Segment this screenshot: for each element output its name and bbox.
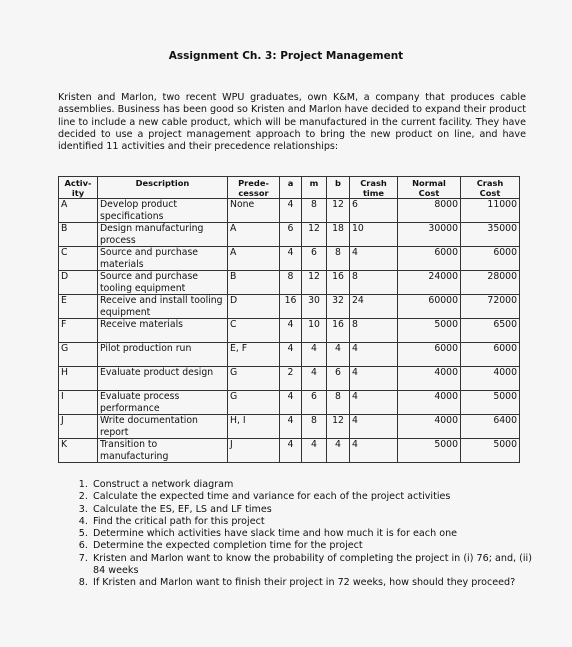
a-cell: 4	[280, 319, 302, 343]
crash-time-cell: 8	[350, 271, 398, 295]
activity-cell: G	[59, 343, 98, 367]
crash-cost-cell: 6400	[461, 415, 520, 439]
normal-cost-cell: 30000	[398, 223, 461, 247]
m-cell: 12	[302, 271, 327, 295]
m-cell: 12	[302, 223, 327, 247]
intro-paragraph: Kristen and Marlon, two recent WPU graduates, own K&M, a company that produces cable assemblies. Business has been good so Kristen and Marlon have decided to expand their product line to include a new cable product, which will be manufactured in the current facility. They have decided to use a project management approach to bring the new product on line, and have identified 11 activities and their precedence relationships:	[58, 92, 526, 153]
header-m: m	[302, 177, 327, 199]
crash-time-cell: 4	[350, 391, 398, 415]
header-activity: Activ- ity	[59, 177, 98, 199]
activity-cell: B	[59, 223, 98, 247]
table-row	[59, 319, 520, 343]
a-cell: 4	[280, 391, 302, 415]
crash-cost-cell: 6000	[461, 247, 520, 271]
normal-cost-cell: 4000	[398, 391, 461, 415]
table-header-row	[59, 177, 520, 199]
b-cell: 18	[327, 223, 350, 247]
b-cell: 16	[327, 271, 350, 295]
crash-time-cell: 4	[350, 415, 398, 439]
table-row	[59, 415, 520, 439]
b-cell: 12	[327, 199, 350, 223]
m-cell: 6	[302, 391, 327, 415]
table-row	[59, 199, 520, 223]
crash-time-cell: 24	[350, 295, 398, 319]
m-cell: 8	[302, 199, 327, 223]
activity-cell: E	[59, 295, 98, 319]
normal-cost-cell: 5000	[398, 439, 461, 463]
activity-cell: J	[59, 415, 98, 439]
predecessor-cell: G	[228, 367, 280, 391]
description-cell: Design manufacturing process	[98, 223, 228, 247]
predecessor-cell: E, F	[228, 343, 280, 367]
question-item: 6. Determine the expected completion time for the project	[91, 540, 541, 552]
question-item: 7. Kristen and Marlon want to know the probability of completing the project in (i) 76; and, (ii) 84 weeks	[91, 553, 541, 578]
question-item: 4. Find the critical path for this project	[91, 516, 541, 528]
crash-cost-cell: 35000	[461, 223, 520, 247]
header-description: Description	[98, 177, 228, 199]
b-cell: 8	[327, 247, 350, 271]
activity-cell: A	[59, 199, 98, 223]
question-item: 3. Calculate the ES, EF, LS and LF times	[91, 504, 541, 516]
description-cell: Evaluate product design	[98, 367, 228, 391]
description-cell: Source and purchase tooling equipment	[98, 271, 228, 295]
activity-cell: D	[59, 271, 98, 295]
activity-cell: K	[59, 439, 98, 463]
a-cell: 2	[280, 367, 302, 391]
crash-cost-cell: 72000	[461, 295, 520, 319]
activity-cell: H	[59, 367, 98, 391]
description-cell: Receive and install tooling equipment	[98, 295, 228, 319]
table-row	[59, 343, 520, 367]
crash-time-cell: 10	[350, 223, 398, 247]
table-row	[59, 367, 520, 391]
crash-time-cell: 4	[350, 439, 398, 463]
question-list	[75, 479, 541, 590]
crash-cost-cell: 6000	[461, 343, 520, 367]
header-predecessor: Prede- cessor	[228, 177, 280, 199]
description-cell: Write documentation report	[98, 415, 228, 439]
b-cell: 4	[327, 343, 350, 367]
normal-cost-cell: 6000	[398, 247, 461, 271]
question-item: 5. Determine which activities have slack time and how much it is for each one	[91, 528, 541, 540]
predecessor-cell: G	[228, 391, 280, 415]
a-cell: 4	[280, 439, 302, 463]
crash-cost-cell: 4000	[461, 367, 520, 391]
crash-time-cell: 6	[350, 199, 398, 223]
a-cell: 4	[280, 247, 302, 271]
description-cell: Transition to manufacturing	[98, 439, 228, 463]
m-cell: 4	[302, 439, 327, 463]
activity-cell: F	[59, 319, 98, 343]
description-cell: Source and purchase materials	[98, 247, 228, 271]
a-cell: 8	[280, 271, 302, 295]
predecessor-cell: D	[228, 295, 280, 319]
header-b: b	[327, 177, 350, 199]
predecessor-cell: A	[228, 223, 280, 247]
predecessor-cell: C	[228, 319, 280, 343]
description-cell: Develop product specifications	[98, 199, 228, 223]
normal-cost-cell: 4000	[398, 367, 461, 391]
crash-cost-cell: 28000	[461, 271, 520, 295]
crash-time-cell: 4	[350, 247, 398, 271]
activity-rows	[59, 199, 520, 463]
a-cell: 4	[280, 415, 302, 439]
activity-cell: I	[59, 391, 98, 415]
crash-cost-cell: 5000	[461, 391, 520, 415]
m-cell: 8	[302, 415, 327, 439]
header-normal-cost: Normal Cost	[398, 177, 461, 199]
table-row	[59, 295, 520, 319]
crash-cost-cell: 11000	[461, 199, 520, 223]
predecessor-cell: A	[228, 247, 280, 271]
activity-cell: C	[59, 247, 98, 271]
crash-time-cell: 8	[350, 319, 398, 343]
b-cell: 8	[327, 391, 350, 415]
predecessor-cell: B	[228, 271, 280, 295]
m-cell: 4	[302, 367, 327, 391]
a-cell: 16	[280, 295, 302, 319]
question-item: 8. If Kristen and Marlon want to finish their project in 72 weeks, how should they proceed?	[91, 577, 541, 589]
m-cell: 4	[302, 343, 327, 367]
description-cell: Pilot production run	[98, 343, 228, 367]
m-cell: 10	[302, 319, 327, 343]
b-cell: 12	[327, 415, 350, 439]
crash-cost-cell: 5000	[461, 439, 520, 463]
normal-cost-cell: 60000	[398, 295, 461, 319]
predecessor-cell: None	[228, 199, 280, 223]
b-cell: 6	[327, 367, 350, 391]
b-cell: 4	[327, 439, 350, 463]
predecessor-cell: J	[228, 439, 280, 463]
b-cell: 32	[327, 295, 350, 319]
crash-cost-cell: 6500	[461, 319, 520, 343]
m-cell: 30	[302, 295, 327, 319]
crash-time-cell: 4	[350, 367, 398, 391]
normal-cost-cell: 8000	[398, 199, 461, 223]
table-row	[59, 391, 520, 415]
assignment-title: Assignment Ch. 3: Project Management	[168, 50, 404, 62]
m-cell: 6	[302, 247, 327, 271]
table-row	[59, 271, 520, 295]
header-a: a	[280, 177, 302, 199]
b-cell: 16	[327, 319, 350, 343]
crash-time-cell: 4	[350, 343, 398, 367]
description-cell: Receive materials	[98, 319, 228, 343]
description-cell: Evaluate process performance	[98, 391, 228, 415]
predecessor-cell: H, I	[228, 415, 280, 439]
question-item: 2. Calculate the expected time and variance for each of the project activities	[91, 491, 541, 503]
a-cell: 4	[280, 343, 302, 367]
normal-cost-cell: 5000	[398, 319, 461, 343]
table-row	[59, 223, 520, 247]
table-row	[59, 247, 520, 271]
table-row	[59, 439, 520, 463]
normal-cost-cell: 6000	[398, 343, 461, 367]
activity-table	[58, 176, 520, 463]
a-cell: 6	[280, 223, 302, 247]
normal-cost-cell: 24000	[398, 271, 461, 295]
a-cell: 4	[280, 199, 302, 223]
question-item: 1. Construct a network diagram	[91, 479, 541, 491]
header-crash-cost: Crash Cost	[461, 177, 520, 199]
header-crash-time: Crash time	[350, 177, 398, 199]
normal-cost-cell: 4000	[398, 415, 461, 439]
